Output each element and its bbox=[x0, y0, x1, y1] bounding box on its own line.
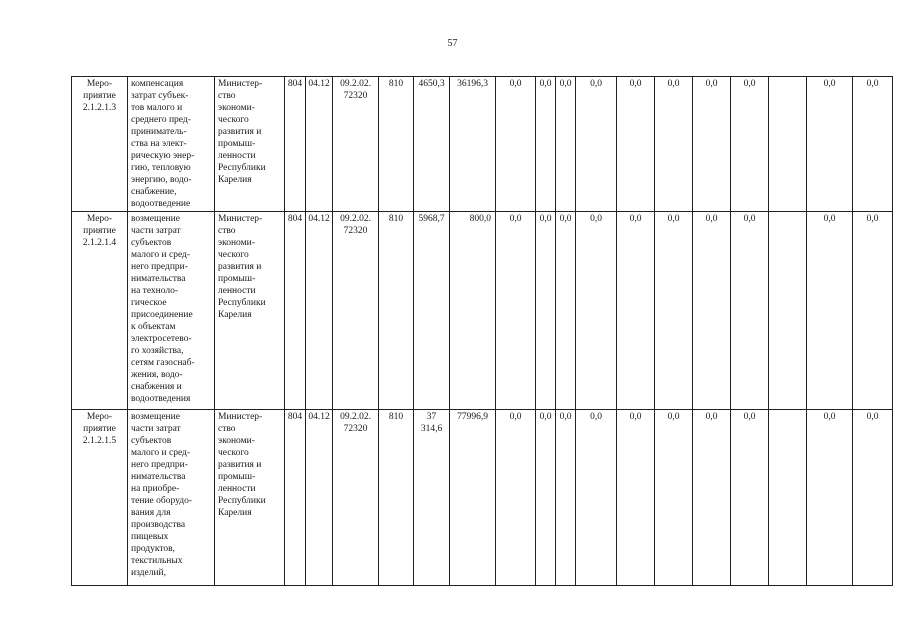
year-3-cell: 0,0 bbox=[556, 77, 576, 212]
description-cell bbox=[128, 212, 215, 410]
table-row bbox=[72, 410, 893, 586]
table-row bbox=[72, 212, 893, 410]
year-10-cell: 0,0 bbox=[807, 212, 853, 410]
csr: 09.2.02. 72320 bbox=[340, 79, 371, 101]
value-1-cell bbox=[414, 410, 450, 586]
page-number: 57 bbox=[447, 38, 458, 49]
value-1: 5968,7 bbox=[418, 214, 445, 224]
year-2-cell: 0,0 bbox=[536, 410, 556, 586]
year-1-cell: 0,0 bbox=[496, 410, 536, 586]
grbs-cell: 804 bbox=[285, 212, 306, 410]
year-11-cell: 0,0 bbox=[853, 212, 893, 410]
year-9-cell bbox=[769, 212, 807, 410]
year-8-cell: 0,0 bbox=[731, 77, 769, 212]
executor: Министер- ство экономи- ческого развития и промыш- ленности Республики Карелия bbox=[218, 79, 266, 185]
csr-cell bbox=[333, 77, 379, 212]
year-7-cell: 0,0 bbox=[693, 410, 731, 586]
rzpr-cell: 04.12 bbox=[306, 212, 333, 410]
executor-cell bbox=[215, 212, 285, 410]
year-4-cell: 0,0 bbox=[576, 212, 617, 410]
year-10-cell: 0,0 bbox=[807, 410, 853, 586]
year-3-cell: 0,0 bbox=[556, 212, 576, 410]
executor-cell bbox=[215, 410, 285, 586]
year-7-cell: 0,0 bbox=[693, 77, 731, 212]
year-6-cell: 0,0 bbox=[655, 212, 693, 410]
year-2-cell: 0,0 bbox=[536, 212, 556, 410]
year-1-cell: 0,0 bbox=[496, 212, 536, 410]
description-cell bbox=[128, 410, 215, 586]
year-4-cell: 0,0 bbox=[576, 77, 617, 212]
year-11-cell: 0,0 bbox=[853, 77, 893, 212]
grbs-cell: 804 bbox=[285, 410, 306, 586]
executor-cell bbox=[215, 77, 285, 212]
value-1-cell bbox=[414, 77, 450, 212]
description: компенсация затрат субъек- тов малого и среднего пред- приниматель- ства на элект- рическую энер- гию, тепловую энергию, водо- снабжение, водоотведение bbox=[131, 79, 195, 209]
csr: 09.2.02. 72320 bbox=[340, 412, 371, 434]
grbs-cell: 804 bbox=[285, 77, 306, 212]
vr-cell: 810 bbox=[379, 212, 414, 410]
description: возмещение части затрат субъектов малого и сред- него предпри- нимательства на техноло- гическое присоединение к объектам электросетево- го хозяйства, сетям газоснаб- жения, водо- снабжения и водоотведения bbox=[131, 214, 195, 404]
event-code: Меро- приятие 2.1.2.1.5 bbox=[82, 412, 117, 446]
year-7-cell: 0,0 bbox=[693, 212, 731, 410]
csr: 09.2.02. 72320 bbox=[340, 214, 371, 236]
budget-table bbox=[71, 76, 893, 586]
value-1-cell bbox=[414, 212, 450, 410]
year-6-cell: 0,0 bbox=[655, 410, 693, 586]
value-1: 37 314,6 bbox=[420, 412, 443, 434]
vr-cell: 810 bbox=[379, 410, 414, 586]
description-cell bbox=[128, 77, 215, 212]
rzpr-cell: 04.12 bbox=[306, 77, 333, 212]
rzpr-cell: 04.12 bbox=[306, 410, 333, 586]
year-5-cell: 0,0 bbox=[617, 410, 655, 586]
year-5-cell: 0,0 bbox=[617, 212, 655, 410]
year-9-cell bbox=[769, 410, 807, 586]
csr-cell bbox=[333, 212, 379, 410]
year-8-cell: 0,0 bbox=[731, 410, 769, 586]
event-code-cell bbox=[72, 77, 128, 212]
event-code-cell bbox=[72, 212, 128, 410]
year-4-cell: 0,0 bbox=[576, 410, 617, 586]
year-11-cell: 0,0 bbox=[853, 410, 893, 586]
value-2-cell: 77996,9 bbox=[450, 410, 496, 586]
year-2-cell: 0,0 bbox=[536, 77, 556, 212]
year-6-cell: 0,0 bbox=[655, 77, 693, 212]
executor: Министер- ство экономи- ческого развития и промыш- ленности Республики Карелия bbox=[218, 214, 266, 320]
vr-cell: 810 bbox=[379, 77, 414, 212]
table-row bbox=[72, 77, 893, 212]
executor: Министер- ство экономи- ческого развития и промыш- ленности Республики Карелия bbox=[218, 412, 266, 518]
value-2-cell: 800,0 bbox=[450, 212, 496, 410]
value-2-cell: 36196,3 bbox=[450, 77, 496, 212]
description: возмещение части затрат субъектов малого и сред- него предпри- нимательства на приобре- тение оборудо- вания для производства пищевых продуктов, текстильных изделий, bbox=[131, 412, 192, 578]
year-1-cell: 0,0 bbox=[496, 77, 536, 212]
event-code: Меро- приятие 2.1.2.1.3 bbox=[82, 79, 117, 113]
event-code: Меро- приятие 2.1.2.1.4 bbox=[82, 214, 117, 248]
year-8-cell: 0,0 bbox=[731, 212, 769, 410]
event-code-cell bbox=[72, 410, 128, 586]
year-9-cell bbox=[769, 77, 807, 212]
year-3-cell: 0,0 bbox=[556, 410, 576, 586]
year-10-cell: 0,0 bbox=[807, 77, 853, 212]
year-5-cell: 0,0 bbox=[617, 77, 655, 212]
csr-cell bbox=[333, 410, 379, 586]
value-1: 4650,3 bbox=[418, 79, 445, 89]
